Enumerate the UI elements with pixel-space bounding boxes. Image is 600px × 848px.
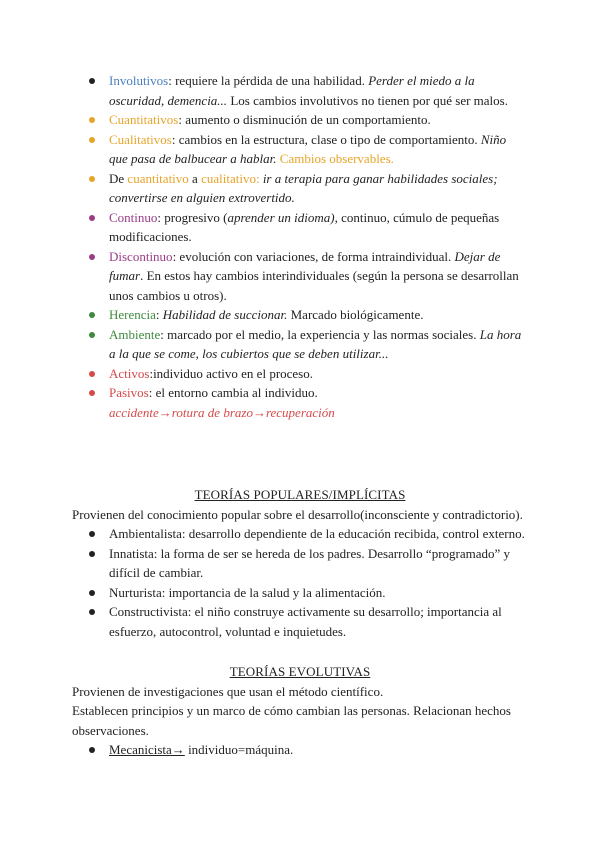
bullet-icon	[89, 609, 95, 615]
item-text: Ambientalista: desarrollo dependiente de la educación recibida, control externo.	[109, 526, 525, 541]
list-item	[72, 602, 528, 641]
item-example: accidente→rotura de brazo→recuperación	[109, 404, 335, 420]
list-item-cualitativos	[72, 130, 528, 169]
bullet-icon	[89, 747, 95, 753]
term-discontinuo: Discontinuo	[109, 248, 173, 264]
bullet-icon	[89, 371, 95, 377]
item-text: :individuo activo en el proceso.	[149, 365, 313, 381]
list-item-cuanti-a-cuali	[72, 169, 528, 208]
item-text: Innatista: la forma de ser se hereda de los padres. Desarrollo “programado” y difícil de cambiar.	[109, 545, 511, 580]
term-continuo: Continuo	[109, 209, 158, 225]
bullet-icon	[89, 312, 95, 318]
bullet-icon	[89, 390, 95, 396]
item-text: Los cambios involutivos no tienen por qué ser malos.	[227, 92, 508, 108]
list-item-discontinuo	[72, 247, 528, 306]
bullet-icon	[89, 590, 95, 596]
bullet-icon	[89, 332, 95, 338]
item-text: : cambios en la estructura, clase o tipo de comportamiento.	[171, 131, 481, 147]
item-text: : el entorno cambia al individuo.	[148, 385, 318, 400]
evolutivas-line-2: Establecen principios y un marco de cómo cambian las personas. Relacionan hechos observaciones.	[72, 703, 511, 738]
item-text: : aumento o disminución de un comportamiento.	[178, 112, 431, 127]
term-herencia: Herencia	[109, 307, 156, 322]
bullet-icon	[89, 254, 95, 260]
list-item-pasivos	[72, 383, 528, 422]
bullet-icon	[89, 215, 95, 221]
bullet-icon	[89, 531, 95, 537]
item-example: Niño que pasa de balbucear a hablar.	[109, 131, 507, 166]
section-populares	[72, 485, 528, 641]
item-text: : progresivo (	[157, 209, 228, 225]
list-item-ambiente	[72, 325, 528, 364]
intro-populares: Provienen del conocimiento popular sobre el desarrollo(inconsciente y contradictorio).	[72, 506, 523, 522]
item-text: Marcado biológicamente.	[287, 307, 424, 322]
list-item-herencia	[72, 305, 528, 325]
list-item	[72, 524, 528, 544]
item-example: La hora a la que se come, los cubiertos que se deben utilizar...	[109, 326, 522, 361]
term-cualitativo: cualitativo:	[201, 170, 260, 186]
bullet-icon	[89, 78, 95, 84]
item-text: :	[155, 307, 163, 322]
term-cuantitativos: Cuantitativos	[109, 112, 179, 127]
development-types-list	[72, 71, 528, 422]
heading-evolutivas: TEORÍAS EVOLUTIVAS	[229, 664, 371, 679]
list-item-continuo	[72, 208, 528, 247]
term-activos: Activos	[109, 365, 150, 381]
list-item-activos	[72, 364, 528, 384]
term-ambiente: Ambiente	[109, 326, 161, 342]
item-example: Perder el miedo a la oscuridad, demencia...	[109, 73, 475, 108]
item-text: : marcado por el medio, la experiencia y las normas sociales.	[160, 326, 480, 342]
term-involutivos: Involutivos	[109, 73, 169, 88]
item-note: Cambios observables.	[276, 151, 394, 166]
section-evolutivas	[72, 662, 528, 760]
heading-populares: TEORÍAS POPULARES/IMPLÍCITAS	[194, 487, 406, 502]
bullet-icon	[89, 137, 95, 143]
item-text: a	[188, 170, 202, 186]
list-item	[72, 583, 528, 603]
item-text: Nurturista: importancia de la salud y la alimentación.	[109, 584, 386, 600]
term-cualitativos: Cualitativos	[109, 131, 172, 147]
evolutivas-line-1: Provienen de investigaciones que usan el método científico.	[72, 683, 384, 699]
item-example: Habilidad de succionar.	[162, 307, 288, 322]
list-item	[72, 544, 528, 583]
item-text: : requiere la pérdida de una habilidad.	[168, 73, 369, 88]
item-text: individuo=máquina.	[184, 742, 294, 757]
bullet-icon	[89, 117, 95, 123]
term-pasivos: Pasivos	[109, 385, 149, 400]
list-item-cuantitativos	[72, 110, 528, 130]
bullet-icon	[89, 176, 95, 182]
item-text: . En estos hay cambios interindividuales (según la persona se desarrollan unos cambios u otros).	[109, 268, 519, 303]
item-example: aprender un idioma)	[227, 209, 335, 225]
list-item-mecanicista	[72, 740, 528, 760]
item-text: De	[109, 170, 128, 186]
item-text: , continuo, cúmulo de pequeñas modificaciones.	[109, 209, 500, 244]
bullet-icon	[89, 551, 95, 557]
item-text: : evolución con variaciones, de forma intraindividual.	[172, 248, 455, 264]
item-example: Dejar de fumar	[109, 248, 501, 283]
term-mecanicista: Mecanicista→	[109, 742, 185, 757]
item-example: ir a terapia para ganar habilidades sociales; convertirse en alguien extrovertido.	[109, 170, 498, 205]
term-cuantitativo: cuantitativo	[127, 170, 189, 186]
list-item-involutivos	[72, 71, 528, 110]
item-text: Constructivista: el niño construye activamente su desarrollo; importancia al esfuerzo, autocontrol, voluntad e inquietudes.	[109, 604, 502, 639]
